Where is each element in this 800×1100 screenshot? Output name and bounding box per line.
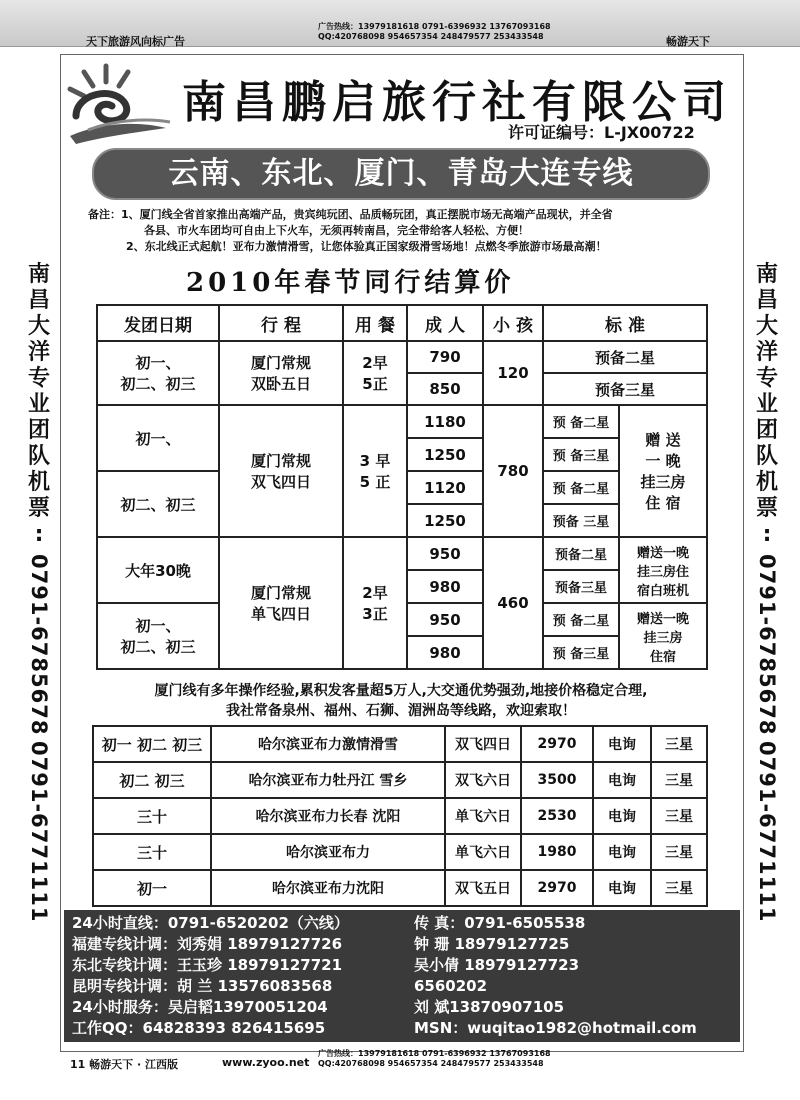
meal-line: 2早 bbox=[362, 584, 388, 602]
note-cell: 电询 bbox=[593, 762, 651, 798]
left-sidebar-char: 团 bbox=[27, 418, 50, 443]
date-line: 初一、 bbox=[135, 617, 181, 635]
star-cell: 三星 bbox=[651, 834, 707, 870]
date-cell: 三十 bbox=[93, 834, 211, 870]
adult-price-cell: 950 bbox=[407, 537, 483, 570]
header-cell: 标 准 bbox=[543, 305, 707, 341]
left-sidebar-char: 业 bbox=[27, 392, 50, 417]
date-cell: 初二 初三 bbox=[93, 762, 211, 798]
left-sidebar-char: 大 bbox=[27, 314, 50, 339]
route-cell bbox=[219, 341, 343, 405]
xiamen-promo-line2: 我社常备泉州、福州、石狮、湄洲岛等线路，欢迎索取！ bbox=[226, 703, 576, 719]
route-banner: 云南、东北、厦门、青岛大连专线 bbox=[92, 148, 710, 200]
date-cell: 初一 初二 初三 bbox=[93, 726, 211, 762]
date-cell: 大年30晚 bbox=[97, 537, 219, 603]
standard-cell: 预备二星 bbox=[543, 537, 619, 570]
footer bbox=[0, 1049, 800, 1100]
meal-cell bbox=[343, 341, 407, 405]
table-row bbox=[97, 537, 707, 570]
top-bar-right-text: 畅游天下 bbox=[666, 35, 710, 48]
contact-left: 24小时直线：0791-6520202（六线） bbox=[72, 914, 349, 932]
left-sidebar-char: 队 bbox=[27, 444, 50, 469]
contact-right: 钟 珊 18979127725 bbox=[414, 935, 570, 953]
right-sidebar-char: 队 bbox=[755, 444, 778, 469]
route-line: 厦门常规 bbox=[250, 452, 311, 470]
footer-ad bbox=[318, 1049, 551, 1069]
adult-price-cell: 950 bbox=[407, 603, 483, 636]
xiamen-promo bbox=[64, 681, 738, 721]
left-sidebar-char: 机 bbox=[27, 470, 50, 495]
contact-left: 昆明专线计调：胡 兰 13576083568 bbox=[72, 977, 333, 995]
meal-line: 3正 bbox=[362, 605, 388, 623]
note-line3: 2、东北线正式起航！亚布力激情滑雪，让您体验真正国家级滑雪场地！点燃冬季旅游市场最高潮！ bbox=[126, 240, 607, 253]
top-bar-ad-line1: 广告热线：13979181618 0791-6396932 13767093168 bbox=[318, 22, 551, 31]
price-title: 2010年春节同行结算价 bbox=[186, 268, 515, 298]
standard-cell: 预备 三星 bbox=[543, 504, 619, 537]
contact-right: 6560202 bbox=[414, 977, 488, 995]
standard-cell: 预 备二星 bbox=[543, 603, 619, 636]
header-cell: 发团日期 bbox=[97, 305, 219, 341]
gift-line: 住 宿 bbox=[645, 494, 681, 512]
top-bar-ad-line2: QQ:420768098 954657354 248479577 253433548 bbox=[318, 32, 544, 41]
left-sidebar-phone2: 0791-6771111 bbox=[27, 741, 51, 923]
price-cell: 1980 bbox=[521, 834, 593, 870]
route-line: 双卧五日 bbox=[250, 375, 311, 393]
meal-line: 3 早 bbox=[359, 452, 391, 470]
table-row bbox=[93, 762, 707, 798]
date-cell: 初一 bbox=[93, 870, 211, 906]
route-line: 单飞四日 bbox=[250, 605, 311, 623]
route-cell: 哈尔滨亚布力牡丹江 雪乡 bbox=[211, 762, 445, 798]
route-cell: 哈尔滨亚布力激情滑雪 bbox=[211, 726, 445, 762]
gift-line: 赠送一晚 bbox=[637, 545, 690, 561]
right-sidebar-char: 专 bbox=[755, 366, 778, 391]
meal-line: 5 正 bbox=[359, 473, 391, 491]
company-name: 南昌鹏启旅行社有限公司 bbox=[182, 77, 732, 128]
top-bar bbox=[0, 0, 800, 47]
date-cell: 三十 bbox=[93, 798, 211, 834]
table-row bbox=[93, 870, 707, 906]
right-sidebar-char: 大 bbox=[755, 314, 778, 339]
gift-line: 挂三房住 bbox=[637, 564, 690, 580]
contact-right: 传 真：0791-6505538 bbox=[414, 914, 586, 932]
gift-line: 一 晚 bbox=[645, 452, 681, 470]
adult-price-cell: 1250 bbox=[407, 438, 483, 471]
note-cell: 电询 bbox=[593, 870, 651, 906]
company-logo-icon bbox=[66, 60, 174, 144]
standard-cell: 预 备三星 bbox=[543, 636, 619, 669]
contact-left: 工作QQ：64828393 826415695 bbox=[72, 1019, 326, 1037]
top-bar-left-text: 天下旅游风向标广告 bbox=[86, 35, 185, 48]
left-sidebar-char: 南 bbox=[27, 262, 50, 287]
adult-price-cell: 980 bbox=[407, 570, 483, 603]
adult-price-cell: 1120 bbox=[407, 471, 483, 504]
star-cell: 三星 bbox=[651, 726, 707, 762]
note-cell: 电询 bbox=[593, 834, 651, 870]
footer-ad-line1: 广告热线：13979181618 0791-6396932 13767093168 bbox=[318, 1049, 551, 1058]
table-row bbox=[97, 405, 707, 438]
gift-line: 挂三房 bbox=[643, 630, 683, 646]
gift-cell bbox=[619, 405, 707, 537]
header-cell: 成 人 bbox=[407, 305, 483, 341]
child-price-cell: 780 bbox=[483, 405, 543, 537]
right-sidebar-phone1: 0791-6785678 bbox=[755, 554, 779, 736]
child-price-cell: 120 bbox=[483, 341, 543, 405]
right-sidebar-char: 业 bbox=[755, 392, 778, 417]
adult-price-cell: 1250 bbox=[407, 504, 483, 537]
date-cell bbox=[97, 603, 219, 669]
meal-line: 2早 bbox=[362, 354, 388, 372]
xiamen-price-table bbox=[96, 304, 708, 670]
left-sidebar-char: 昌 bbox=[27, 288, 50, 313]
footer-website: www.zyoo.net bbox=[222, 1056, 310, 1069]
left-sidebar-char: 洋 bbox=[27, 340, 50, 365]
meal-cell bbox=[343, 405, 407, 537]
contact-right: 吴小倩 18979127723 bbox=[414, 956, 580, 974]
left-sidebar-phone1: 0791-6785678 bbox=[27, 554, 51, 736]
right-sidebar-char: : bbox=[762, 522, 772, 547]
contact-left: 24小时服务：吴启韬13970051204 bbox=[72, 998, 328, 1016]
gift-cell bbox=[619, 603, 707, 669]
right-sidebar-char: 昌 bbox=[755, 288, 778, 313]
route-line: 厦门常规 bbox=[250, 584, 311, 602]
route-line: 双飞四日 bbox=[250, 473, 311, 491]
contact-left: 东北专线计调：王玉珍 18979127721 bbox=[72, 956, 343, 974]
date-line: 初二、初三 bbox=[120, 375, 196, 393]
star-cell: 三星 bbox=[651, 870, 707, 906]
standard-cell: 预备三星 bbox=[543, 570, 619, 603]
price-cell: 2970 bbox=[521, 726, 593, 762]
table-row bbox=[97, 341, 707, 373]
right-sidebar-phone2: 0791-6771111 bbox=[755, 741, 779, 923]
star-cell: 三星 bbox=[651, 762, 707, 798]
standard-cell: 预 备二星 bbox=[543, 405, 619, 438]
meal-line: 5正 bbox=[362, 375, 388, 393]
type-cell: 双飞六日 bbox=[445, 762, 521, 798]
child-price-cell: 460 bbox=[483, 537, 543, 669]
price-cell: 2970 bbox=[521, 870, 593, 906]
standard-cell: 预备二星 bbox=[543, 341, 707, 373]
footer-page-text: 11 畅游天下 · 江西版 bbox=[70, 1058, 178, 1071]
date-cell: 初一、 bbox=[97, 405, 219, 471]
standard-cell: 预 备三星 bbox=[543, 438, 619, 471]
table-row bbox=[93, 798, 707, 834]
gift-line: 宿白班机 bbox=[637, 583, 690, 599]
date-line: 初二、初三 bbox=[120, 638, 196, 656]
adult-price-cell: 790 bbox=[407, 341, 483, 373]
license-number: 许可证编号：L-JX00722 bbox=[508, 123, 695, 142]
note-cell: 电询 bbox=[593, 726, 651, 762]
right-sidebar bbox=[744, 262, 790, 923]
contact-left: 福建专线计调：刘秀娟 18979127726 bbox=[72, 935, 343, 953]
right-sidebar-char: 机 bbox=[755, 470, 778, 495]
xiamen-promo-line1: 厦门线有多年操作经验,累积发客量超5万人,大交通优势强劲,地接价格稳定合理, bbox=[154, 683, 648, 699]
table-row bbox=[93, 726, 707, 762]
left-sidebar-char: 专 bbox=[27, 366, 50, 391]
route-cell: 哈尔滨亚布力沈阳 bbox=[211, 870, 445, 906]
right-sidebar-char: 洋 bbox=[755, 340, 778, 365]
northeast-price-table bbox=[92, 725, 708, 907]
gift-line: 住宿 bbox=[650, 649, 677, 665]
note-line1: 备注：1、厦门线全省首家推出高端产品，贵宾纯玩团、品质畅玩团，真正摆脱市场无高端产品现状，并全省 bbox=[88, 208, 613, 221]
note-line2: 各县、市火车团均可自由上下火车，无须再转南昌，完全带给客人轻松、方便！ bbox=[144, 224, 529, 237]
standard-cell: 预备三星 bbox=[543, 373, 707, 405]
type-cell: 单飞六日 bbox=[445, 834, 521, 870]
date-cell: 初二、初三 bbox=[97, 471, 219, 537]
notes bbox=[88, 207, 728, 255]
contact-block bbox=[64, 910, 740, 1042]
adult-price-cell: 850 bbox=[407, 373, 483, 405]
left-sidebar-char: 票 bbox=[27, 496, 50, 521]
meal-cell bbox=[343, 537, 407, 669]
type-cell: 单飞六日 bbox=[445, 798, 521, 834]
standard-cell: 预 备二星 bbox=[543, 471, 619, 504]
date-line: 初一、 bbox=[135, 354, 181, 372]
price-cell: 3500 bbox=[521, 762, 593, 798]
header-cell: 行 程 bbox=[219, 305, 343, 341]
gift-line: 赠 送 bbox=[645, 431, 681, 449]
footer-ad-line2: QQ:420768098 954657354 248479577 253433548 bbox=[318, 1059, 544, 1068]
top-bar-ad bbox=[318, 22, 551, 42]
gift-cell bbox=[619, 537, 707, 603]
route-cell bbox=[219, 537, 343, 669]
table-header-row bbox=[97, 305, 707, 341]
gift-line: 挂三房 bbox=[640, 473, 686, 491]
contact-right: MSN：wuqitao1982@hotmail.com bbox=[414, 1019, 697, 1037]
price-cell: 2530 bbox=[521, 798, 593, 834]
right-sidebar-char: 团 bbox=[755, 418, 778, 443]
type-cell: 双飞五日 bbox=[445, 870, 521, 906]
adult-price-cell: 1180 bbox=[407, 405, 483, 438]
route-line: 厦门常规 bbox=[250, 354, 311, 372]
note-cell: 电询 bbox=[593, 798, 651, 834]
route-cell bbox=[219, 405, 343, 537]
adult-price-cell: 980 bbox=[407, 636, 483, 669]
right-sidebar-char: 票 bbox=[755, 496, 778, 521]
star-cell: 三星 bbox=[651, 798, 707, 834]
left-sidebar bbox=[16, 262, 62, 923]
right-sidebar-char: 南 bbox=[755, 262, 778, 287]
table-row bbox=[93, 834, 707, 870]
gift-line: 赠送一晚 bbox=[637, 611, 690, 627]
route-cell: 哈尔滨亚布力长春 沈阳 bbox=[211, 798, 445, 834]
date-cell bbox=[97, 341, 219, 405]
type-cell: 双飞四日 bbox=[445, 726, 521, 762]
left-sidebar-char: : bbox=[34, 522, 44, 547]
route-cell: 哈尔滨亚布力 bbox=[211, 834, 445, 870]
contact-right: 刘 斌13870907105 bbox=[414, 998, 565, 1016]
header-cell: 小 孩 bbox=[483, 305, 543, 341]
header-cell: 用 餐 bbox=[343, 305, 407, 341]
